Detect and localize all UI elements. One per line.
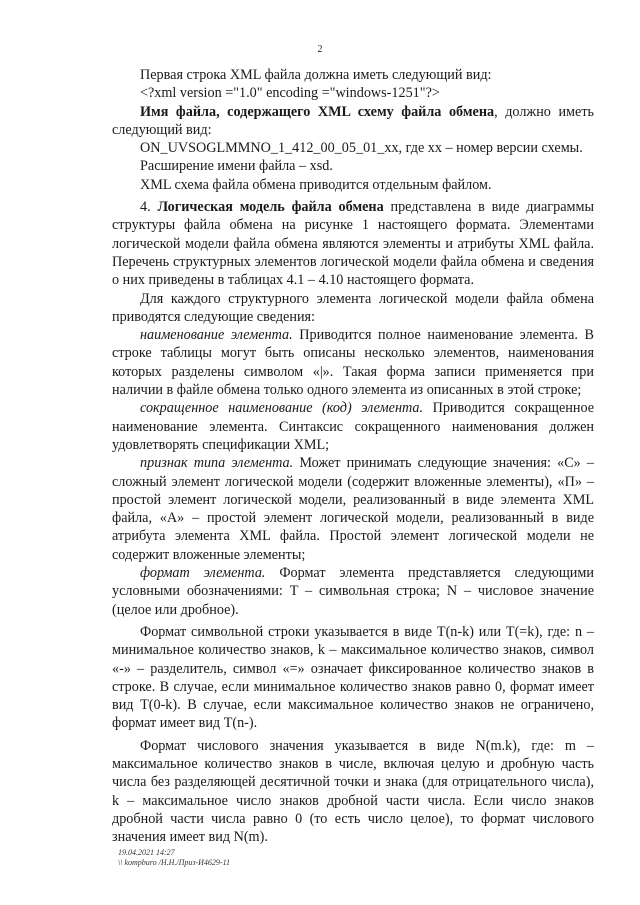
print-footer <box>118 848 230 868</box>
paragraph-element-info-intro: Для каждого структурного элемента логической модели файла обмена приводятся следующие сведения: <box>112 290 594 325</box>
paragraph-schema-separate-file: XML схема файла обмена приводится отдельным файлом. <box>140 176 492 193</box>
paragraph-logical-model: 4. Логическая модель файла обмена представлена в виде диаграммы структуры файла обмена на рисунке 1 настоящего формата. Элементами логической модели файла обмена являются элементы и атрибуты XML файла. Перечень структурных элементов логической модели файла обмена и сведения о них приведены в таблицах 4.1 – 4.10 настоящего формата. <box>112 199 595 289</box>
paragraph-xml-declaration: <?xml version ="1.0" encoding ="windows-1251"?> <box>140 85 440 102</box>
paragraph-schema-name-pattern: ON_UVSOGLMMNO_1_412_00_05_01_xx, где xx – номер версии схемы. <box>140 140 583 157</box>
paragraph-element-format: формат элемента. Формат элемента представляется следующими условными обозначениями: T – символьная строка; N – числовое значение (целое или дробное). <box>112 565 594 618</box>
paragraph-element-type: признак типа элемента. Может принимать следующие значения: «С» – сложный элемент логической модели (содержит вложенные элементы), «П» – простой элемент логической модели, реализованный в виде элемента XML файла, «А» – простой элемент логической модели, реализованный в виде атрибута элемента XML файла. Простой элемент логической модели не содержит вложенные элементы; <box>112 455 594 563</box>
page-number: 2 <box>317 44 323 55</box>
paragraph-string-format: Формат символьной строки указывается в виде T(n-k) или T(=k), где: n – минимальное количество знаков, k – максимальное количество знаков, символ «-» – разделитель, символ «=» означает фиксированное количество знаков в строке. В случае, если минимальное количество знаков равно 0, формат имеет вид T(0-k). В случае, если максимальное количество знаков не ограничено, формат имеет вид T(n-). <box>112 623 594 732</box>
paragraph-schema-file-name: Имя файла, содержащего XML схему файла обмена, должно иметь следующий вид: <box>112 103 594 138</box>
paragraph-number-format: Формат числового значения указывается в виде N(m.k), где: m – максимальное количество знаков в числе, включая целую и дробную часть числа без разделяющей десятичной точки и знака (для отрицательного числа), k – максимальное число знаков дробной части числа. Если число знаков дробной части числа равно 0 (то есть число целое), то формат числового значения имеет вид N(m). <box>112 737 594 846</box>
paragraph-file-extension: Расширение имени файла – xsd. <box>140 158 333 175</box>
paragraph-element-code: сокращенное наименование (код) элемента. Приводится сокращенное наименование элемента. Синтаксис сокращенного наименования должен удовлетворять спецификации XML; <box>112 400 595 453</box>
paragraph-xml-first-line: Первая строка XML файла должна иметь следующий вид: <box>140 67 492 83</box>
footer-path: \\ kompburo /Н.Н./Приз-И4629-11 <box>118 858 230 867</box>
footer-timestamp: 19.04.2021 14:27 <box>118 848 175 857</box>
paragraph-element-name: наименование элемента. Приводится полное наименование элемента. В строке таблицы могут быть описаны несколько элементов, наименования которых разделены символом «|». Такая форма записи применяется при наличии в файле обмена только одного элемента из описанных в этой строке; <box>112 327 594 399</box>
document-body <box>112 66 594 846</box>
